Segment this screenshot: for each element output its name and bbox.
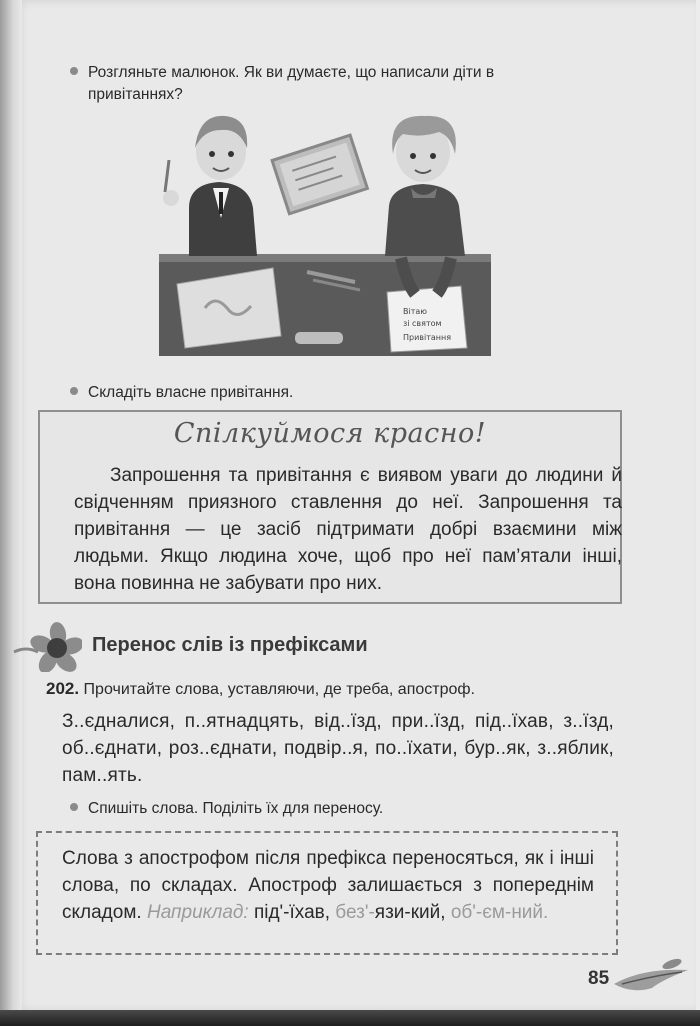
bullet-dot — [70, 387, 78, 395]
speak-box-title: Спілкуймося красно! — [173, 418, 487, 449]
copy-text: Спишіть слова. Поділіть їх для переносу. — [88, 800, 384, 817]
children-illustration — [155, 108, 495, 360]
bullet-dot — [70, 803, 78, 811]
bullet-compose — [70, 382, 293, 404]
example-2b: язи-кий, — [374, 902, 446, 923]
rule-box — [36, 831, 618, 955]
section-title: Перенос слів із префіксами — [92, 634, 368, 656]
speak-box-text — [74, 462, 622, 597]
glue-stick — [295, 332, 343, 344]
example-2: без'- — [335, 902, 375, 923]
binding-shadow — [0, 0, 22, 1026]
flower-icon — [12, 622, 82, 672]
card-text-1: Вітаю — [403, 307, 428, 316]
look-line1: Розгляньте малюнок. Як ви думаєте, що написали діти в — [88, 64, 495, 81]
example-3: об'-єм-ний. — [450, 902, 549, 923]
example-label: Наприклад: — [146, 902, 249, 923]
example-1: під'-їхав, — [253, 902, 331, 923]
boy-card — [272, 135, 367, 214]
bullet-copy — [70, 798, 383, 820]
rule-text — [62, 845, 594, 926]
speak-box-paragraph: Запрошення та привітання є виявом уваги до людини й свідченням приязного ставлення до неї. Запрошення та привітання — це засіб підтримати добрі взаємини між людьми. Якщо людина хоче, щоб про неї пам’ятали інші, вона повинна не забувати про них. — [74, 465, 622, 594]
bottom-edge — [0, 1010, 700, 1026]
page-number: 85 — [588, 968, 610, 989]
girl-body — [385, 184, 465, 256]
compose-text: Складіть власне привітання. — [88, 384, 294, 401]
leaf-ornament-icon — [612, 958, 692, 998]
bullet-look — [70, 62, 494, 84]
rule-main: Слова з апострофом після префікса переносяться, як і інші слова, по складах. Апостроф залишається з попереднім складом. — [62, 848, 594, 923]
exercise-words: З..єдналися, п..ятнадцять, від..їзд, при..їзд, під..їхав, з..їзд, об..єднати, роз..єднати, подвір..я, по..їхати, бур..як, з..яблик, пам..ять. — [62, 711, 614, 786]
card-text-2: зі святом — [403, 319, 442, 328]
card-text-3: Привітання — [403, 333, 452, 342]
exercise-number: 202. — [46, 679, 80, 698]
look-line2: привітаннях? — [88, 86, 183, 103]
exercise-instruction: Прочитайте слова, уставляючи, де треба, апостроф. — [83, 681, 475, 698]
exercise-header — [46, 679, 475, 699]
speak-nicely-box — [38, 410, 622, 604]
bullet-dot — [70, 67, 78, 75]
bullet-look-cont — [88, 84, 183, 106]
